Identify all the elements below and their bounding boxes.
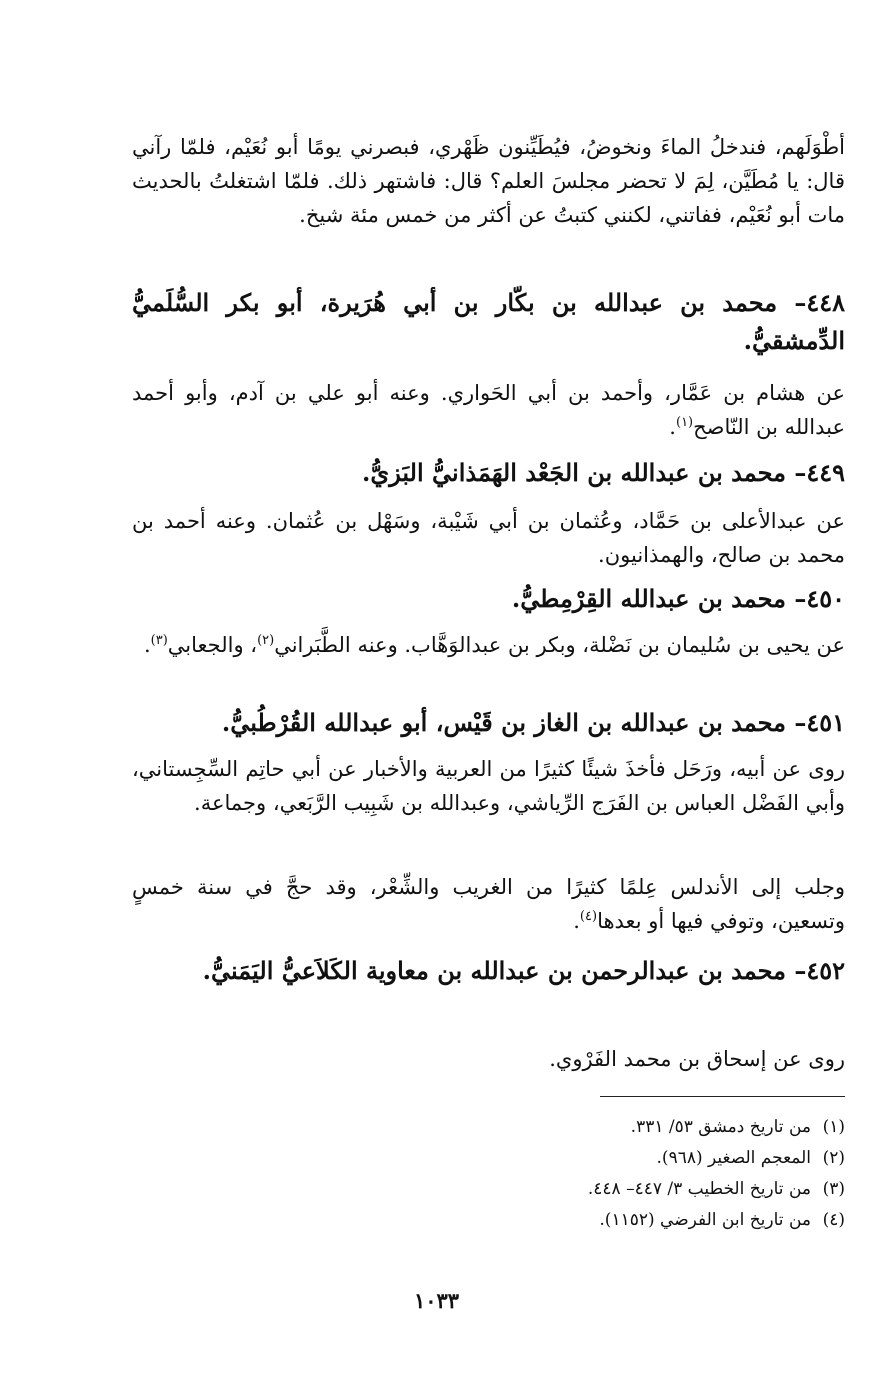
footnote-ref-1: (١) xyxy=(675,415,694,430)
footnote-ref-3: (٣) xyxy=(150,633,168,648)
footnote-mark: (٢) xyxy=(822,1148,845,1168)
footnote-divider xyxy=(600,1096,845,1097)
entry-451-body: وجلب إلى الأندلس عِلمًا كثيرًا من الغريب والشِّعْر، وقد حجَّ في سنة خمسٍ وتسعين، وتوفي فيها أو بعدها xyxy=(132,875,845,933)
footnote-mark: (٤) xyxy=(822,1210,845,1230)
entry-449-heading: ٤٤٩– محمد بن عبدالله بن الجَعْد الهَمَذانيُّ البَزيُّ. xyxy=(362,458,845,487)
footnote-mark: (١) xyxy=(822,1117,845,1137)
footnote-item xyxy=(132,1205,845,1236)
footnote-mark: (٣) xyxy=(822,1179,845,1199)
page-number: ١٠٣٣ xyxy=(413,1288,460,1313)
footnote-item xyxy=(132,1112,845,1143)
footnote-text: المعجم الصغير (٩٦٨). xyxy=(656,1148,811,1168)
entry-448-text xyxy=(132,376,845,444)
entry-452-heading: ٤٥٢– محمد بن عبدالرحمن بن عبدالله بن معاوية الكَلاَعيُّ اليَمَنيُّ. xyxy=(202,956,845,985)
entry-450-heading: ٤٥٠– محمد بن عبدالله القِرْمِطيُّ. xyxy=(511,584,845,613)
entry-450-period: . xyxy=(143,633,151,657)
footnote-text: من تاريخ دمشق ٥٣/ ٣٣١. xyxy=(630,1117,811,1137)
footnote-text: من تاريخ ابن الفرضي (١١٥٢). xyxy=(599,1210,811,1230)
entry-450-body-a: عن يحيى بن سُليمان بن نَضْلة، وبكر بن عبدالوَهَّاب. وعنه الطَّبَراني xyxy=(274,633,845,657)
entry-451-text-2 xyxy=(132,870,845,938)
entry-452-text: روى عن إسحاق بن محمد الفَرْوي. xyxy=(549,1047,845,1071)
entry-449-text: عن عبدالأعلى بن حَمَّاد، وعُثمان بن أبي شَيْبة، وسَهْل بن عُثمان. وعنه أحمد بن محمد بن صالح، والهمذانيون. xyxy=(132,509,845,567)
footnote-ref-2: (٢) xyxy=(257,633,275,648)
footnote-text: من تاريخ الخطيب ٣/ ٤٤٧– ٤٤٨. xyxy=(587,1179,811,1199)
paragraph-continuation: أطْوَلَهم، فندخلُ الماءَ ونخوضُ، فيُطَيِّنون ظَهْري، فبصرني يومًا أبو نُعَيْم، فلمّا رآني قال: يا مُطَيَّن، لِمَ لا تحضر مجلسَ العلم؟ قال: فاشتهر ذلك. فلمّا اشتغلتُ بالحديث مات أبو نُعَيْم، ففاتني، لكنني كتبتُ عن أكثر من خمس مئة شيخ. xyxy=(132,135,845,227)
entry-451-period: . xyxy=(573,909,580,933)
entry-450-text xyxy=(132,628,845,662)
entry-451-heading: ٤٥١– محمد بن عبدالله بن الغاز بن قَيْس، أبو عبدالله القُرْطُبيُّ. xyxy=(221,708,845,737)
footnote-item xyxy=(132,1143,845,1174)
footnotes-list xyxy=(132,1112,845,1236)
entry-451-text-1: روى عن أبيه، ورَحَل فأخذَ شيئًا كثيرًا من العربية والأخبار عن أبي حاتِم السِّجِستاني، وأبي الفَضْل العباس بن الفَرَج الرِّياشي، وعبدالله بن شَبِيب الرَّبَعي، وجماعة. xyxy=(132,757,845,815)
entry-448-period: . xyxy=(669,415,676,439)
entry-448-heading: ٤٤٨– محمد بن عبدالله بن بكّار بن أبي هُرَيرة، أبو بكر السُّلَميُّ الدِّمشقيُّ. xyxy=(132,288,845,355)
entry-448-body: عن هشام بن عَمَّار، وأحمد بن أبي الحَواري. وعنه أبو علي بن آدم، وأبو أحمد عبدالله بن النّاصح xyxy=(132,381,845,439)
footnote-item xyxy=(132,1174,845,1205)
entry-450-body-b: ، والجعابي xyxy=(167,633,258,657)
footnote-ref-4: (٤) xyxy=(579,909,598,924)
